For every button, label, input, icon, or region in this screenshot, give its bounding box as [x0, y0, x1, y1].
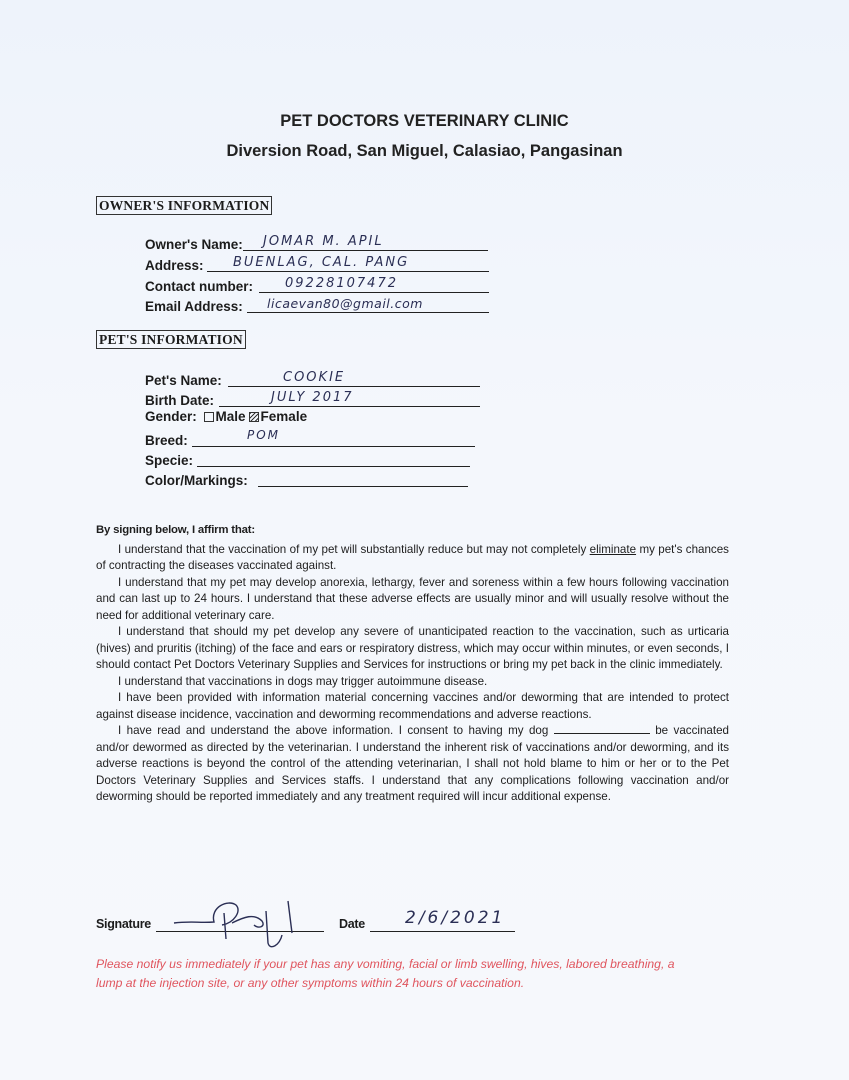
female-checkbox[interactable]: [249, 412, 259, 422]
consent-p6-end: be vaccinated and/or dewormed as directed by the veterinarian. I understand the inherent risk of vaccinations and/or deworming, and its adverse reactions is beyond the control of the attending veterinarian, I shall not hold blame to him or her or to the Pet Doctors Veterinary Supplies and Services staffs. I understand that any complications following vaccination and/or deworming should be reported immediately and any treatment required will incur additional expense.: [96, 724, 729, 803]
specie-field: [145, 448, 485, 468]
birth-date-value[interactable]: JULY 2017: [271, 390, 354, 405]
breed-line: [192, 446, 475, 447]
consent-paragraph-3: I understand that should my pet develop any severe of unanticipated reaction to the vaccination, such as urticaria (hives) and pruritis (itching) of the face and ears or respiratory distress, which may occur within minutes, or even seconds, I should contact Pet Doctors Veterinary Supplies and Services for instructions or bring my pet back in the clinic immediately.: [96, 625, 729, 671]
owner-address-line: [207, 271, 489, 272]
male-checkbox[interactable]: [204, 412, 214, 422]
pet-name-field: [145, 368, 485, 388]
gender-row: [145, 409, 307, 424]
consent-paragraph-6: [96, 723, 729, 806]
owner-email-line: [247, 312, 489, 313]
pet-name-line: [228, 386, 480, 387]
clinic-name: PET DOCTORS VETERINARY CLINIC: [280, 112, 569, 130]
date-line[interactable]: [370, 931, 515, 932]
breed-label: Breed:: [145, 433, 188, 448]
consent-p6-start: I have read and understand the above information. I consent to having my dog: [118, 724, 549, 737]
consent-text: [96, 522, 729, 806]
clinic-address: Diversion Road, San Miguel, Calasiao, Pangasinan: [226, 142, 623, 160]
notice-text: Please notify us immediately if your pet has any vomiting, facial or limb swelling, hives, labored breathing, a lump at the injection site, or any other symptoms within 24 hours of vaccination.: [96, 957, 675, 990]
consent-lead: By signing below, I affirm that:: [96, 524, 255, 536]
owner-section-title: OWNER'S INFORMATION: [96, 196, 272, 215]
consent-paragraph-5: I have been provided with information material concerning vaccines and/or deworming that are intended to protect against disease incidence, vaccination and deworming recommendations and adverse reactions.: [96, 691, 729, 721]
owner-email-field: [145, 294, 490, 314]
owner-name-field: [145, 232, 490, 252]
color-markings-label: Color/Markings:: [145, 473, 248, 488]
owner-name-line: [243, 250, 488, 251]
signature-label: Signature: [96, 917, 151, 931]
gender-label: Gender:: [145, 409, 197, 424]
female-label: Female: [260, 409, 308, 424]
consent-paragraph-1: [96, 542, 729, 575]
consent-paragraph-4: I understand that vaccinations in dogs may trigger autoimmune disease.: [118, 674, 488, 688]
birth-date-line: [219, 406, 480, 407]
color-markings-line[interactable]: [258, 486, 468, 487]
owner-contact-value[interactable]: 09228107472: [285, 276, 398, 291]
dog-name-blank[interactable]: [554, 723, 650, 734]
owner-address-label: Address:: [145, 258, 204, 273]
handwritten-signature: [170, 893, 320, 955]
owner-name-value[interactable]: JOMAR M. APIL: [263, 234, 384, 249]
owner-contact-label: Contact number:: [145, 279, 253, 294]
consent-p1-start: I understand that the vaccination of my pet will substantially reduce but may not completely: [118, 542, 587, 556]
consent-p1-underlined: eliminate: [589, 542, 637, 556]
pet-name-value[interactable]: COOKIE: [283, 370, 346, 385]
owner-address-value[interactable]: BUENLAG, CAL. PANG: [233, 255, 410, 270]
owner-address-field: [145, 253, 490, 273]
birth-date-field: [145, 388, 485, 408]
owner-email-value[interactable]: licaevan80@gmail.com: [267, 296, 423, 311]
owner-contact-line: [259, 292, 489, 293]
date-label: Date: [339, 917, 365, 931]
owner-contact-field: [145, 274, 490, 294]
consent-paragraph-2: I understand that my pet may develop anorexia, lethargy, fever and soreness within a few hours following vaccination and can last up to 24 hours. I understand that these adverse effects are usually minor and will usually resolve without the need for additional veterinary care.: [96, 575, 729, 622]
pet-name-label: Pet's Name:: [145, 373, 222, 388]
male-label: Male: [215, 409, 246, 424]
date-value[interactable]: 2/6/2021: [405, 908, 506, 928]
specie-label: Specie:: [145, 453, 194, 468]
specie-line[interactable]: [197, 466, 470, 467]
owner-email-label: Email Address:: [145, 299, 243, 314]
consent-p1-end: my pet's chances of contracting the diseases vaccinated against.: [96, 542, 729, 572]
owner-name-label: Owner's Name:: [145, 237, 243, 252]
breed-value[interactable]: POM: [247, 428, 281, 442]
birth-date-label: Birth Date:: [145, 393, 215, 408]
breed-field: [145, 428, 485, 448]
color-markings-field: [145, 468, 485, 488]
pet-section-title: PET'S INFORMATION: [96, 330, 246, 349]
